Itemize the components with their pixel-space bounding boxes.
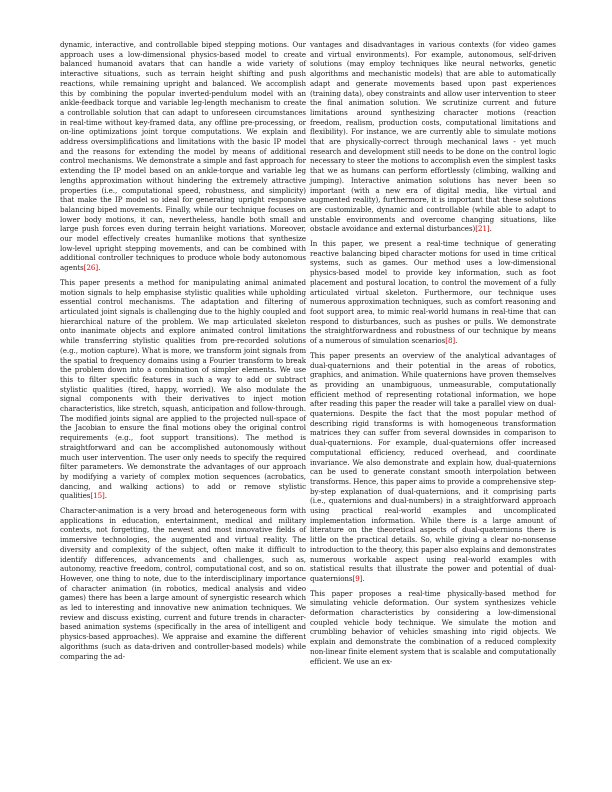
paragraph-reactive-balancing — [310, 239, 556, 346]
left-column — [60, 40, 306, 666]
paragraph-end: . — [489, 224, 492, 234]
paragraph-vehicle-deformation — [310, 589, 556, 667]
citation-link[interactable]: [15] — [90, 491, 105, 501]
paragraph-text: Character-animation is a very broad and heterogeneous form with applications in education, entertainment, medical and military contexts, not forgetting, the newest and most innovative fields of immersive technologies, the augmented and virtual reality. The diversity and complexity of the subject, often make it difficult to identify differences, advancements and challenges, such as, autonomy, reactive freedom, control, computational cost, and so on. However, one thing to note, due to the interdisciplinary importance of character animation (in robotics, medical analysis and video games) there has been a large amount of synergistic research which as led to interesting and innovative new animation techniques. We review and discuss existing, current and future trends in character-based animation systems (specifically in the area of intelligent and physics-based approaches). We appraise and examine the different algorithms (such as data-driven and controller-based models) while comparing the ad- — [60, 506, 306, 661]
citation-link[interactable]: [8] — [445, 336, 456, 346]
citation-link[interactable]: [21] — [475, 224, 490, 234]
paragraph-stylistic-motion-filtering — [60, 278, 306, 501]
citation-link[interactable]: [26] — [83, 263, 99, 273]
paragraph-end: . — [104, 491, 107, 501]
right-column — [310, 40, 556, 671]
paragraph-dual-quaternions — [310, 351, 556, 584]
paragraph-text: This paper presents a method for manipulating animal animated motion signals to help emphasise stylistic qualities while upholding essential control mechanisms. The adaptation and filtering of articulated joint signals is challenging due to the highly coupled and hierarchical nature of the problem. We map articulated skeleton onto inanimate objects and explore animated control limitations while transferring stylistic qualities from pre-recorded solutions (e.g., motion capture). What is more, we transform joint signals from the spatial to frequency domains using a Fourier transform to break the problem down into a combination of simpler elements. We use this to filter specific features in such a way to add or subtract stylistic qualities (tired, happy, worried). We also modulate the signal components with their derivatives to inject motion characteristics, like stretch, squash, anticipation and follow-through. The modified joints signal are applied to the projected null-space of the Jacobian to ensure the final motions obey the original control requirements (e.g., foot support transitions). The method is straightforward and can be accomplished autonomously without much user intervention. The user only needs to specify the required filter parameters. We demonstrate the advantages of our approach by modifying a variety of complex motion sequences (acrobatics, dancing, and walking actions) to add or remove stylistic qualities — [60, 277, 306, 501]
paragraph-text: vantages and disadvantages in various contexts (for video games and virtual environments). For example, autonomous, self-driven solutions (may employ techniques like neural networks, genetic algorithms and mechanistic models) that are able to automatically adapt and generate movements based upon past experiences (training data), obey constraints and allow user intervention to steer the final animation solution. We scrutinize current and future limitations around synthesizing character motions (reaction freedom, realism, production costs, computational limitations and flexibility). For instance, we are currently able to simulate motions that are physically-correct through mechanical laws - yet much research and development still needs to be done on the control logic necessary to steer the motions to accomplish even the simplest tasks that we as humans can perform effortlessly (climbing, walking and jumping). Interactive animation solutions has never been so important (with a new era of digital media, like virtual and augmented reality), furthermore, it is important that these solutions are customizable, dynamic and controllable (while able to adapt to unstable environments and overcome changing situations, like obstacle avoidance and external disturbances) — [310, 40, 556, 234]
paragraph-character-animation-review — [60, 506, 306, 661]
paragraph-text: This paper proposes a real-time physically-based method for simulating vehicle deformation. Our system synthesizes vehicle deformation characteristics by considering a low-dimensional coupled vehicle body technique. We simulate the motion and crumbling behavior of vehicles smashing into rigid objects. We explain and demonstrate the combination of a reduced complexity non-linear finite element system that is scalable and computationally efficient. We use an ex- — [310, 588, 556, 666]
paragraph-text: This paper presents an overview of the analytical advantages of dual-quaternions and their potential in the areas of robotics, graphics, and animation. While quaternions have proven themselves as providing an unambiguous, unmeasurable, computationally efficient method of representing rotational information, we hope after reading this paper the reader will take a parallel view on dual-quaternions. Despite the fact that the most popular method of describing rigid transforms is with homogeneous transformation matrices they can suffer from several downsides in comparison to dual-quaternions. For example, dual-quaternions offer increased computational efficiency, reduced overhead, and coordinate invariance. We also demonstrate and explain how, dual-quaternions can be used to generate constant smooth interpolation between transforms. Hence, this paper aims to provide a comprehensive step-by-step explanation of dual-quaternions, and it comprising parts (i.e., quaternions and dual-numbers) in a straightforward approach using practical real-world examples and uncomplicated implementation information. While there is a large amount of literature on the theoretical aspects of dual-quaternions there is little on the practical details. So, while giving a clear no-nonsense introduction to the theory, this paper also explains and demonstrates numerous workable aspect using real-world examples with statistical results that illustrate the power and potential of dual-quaternions — [310, 350, 556, 583]
paragraph-text: In this paper, we present a real-time technique of generating reactive balancing biped character motions for used in time critical systems, such as games. Our method uses a low-dimensional physics-based model to provide key information, such as foot placement and postural location, to control the movement of a fully articulated virtual skeleton. Furthermore, our technique uses numerous approximation techniques, such as comfort reasoning and foot support area, to mimic real-world humans in real-time that can respond to disturbances, such as pushes or pulls. We demonstrate the straightforwardness and robustness of our technique by means of a numerous of simulation scenarios — [310, 239, 556, 346]
paragraph-review-continued — [310, 40, 556, 234]
paragraph-end: . — [455, 336, 458, 346]
paragraph-end: . — [98, 263, 101, 273]
paragraph-inverted-pendulum-stepping — [60, 40, 306, 273]
paragraph-end: . — [362, 573, 365, 583]
citation-link[interactable]: [9] — [352, 573, 363, 583]
paragraph-text: dynamic, interactive, and controllable biped stepping motions. Our approach uses a low-dimensional physics-based model to create balanced humanoid avatars that can handle a wide variety of interactive situations, such as terrain height shifting and push reactions, while remaining upright and balanced. We accomplish this by combining the popular inverted-pendulum model with an ankle-feedback torque and variable leg-length mechanism to create a controllable solution that can adapt to unforeseen circumstances in real-time without key-framed data, any offline pre-processing, or on-line optimizations joint torque computations. We explain and address oversimplifications and limitations with the basic IP model and the reasons for extending the model by means of additional control mechanisms. We demonstrate a simple and fast approach for extending the IP model based on an ankle-torque and variable leg lengths approximation without hindering the extremely attractive properties (i.e., computational speed, robustness, and simplicity) that make the IP model so ideal for generating upright responsive balancing biped movements. Finally, while our technique focuses on lower body motions, it can, nevertheless, handle both small and large push forces even during terrain height variations. Moreover, our model effectively creates humanlike motions that synthesize low-level upright stepping movements, and can be combined with additional controller techniques to produce whole body autonomous agents — [60, 40, 306, 273]
